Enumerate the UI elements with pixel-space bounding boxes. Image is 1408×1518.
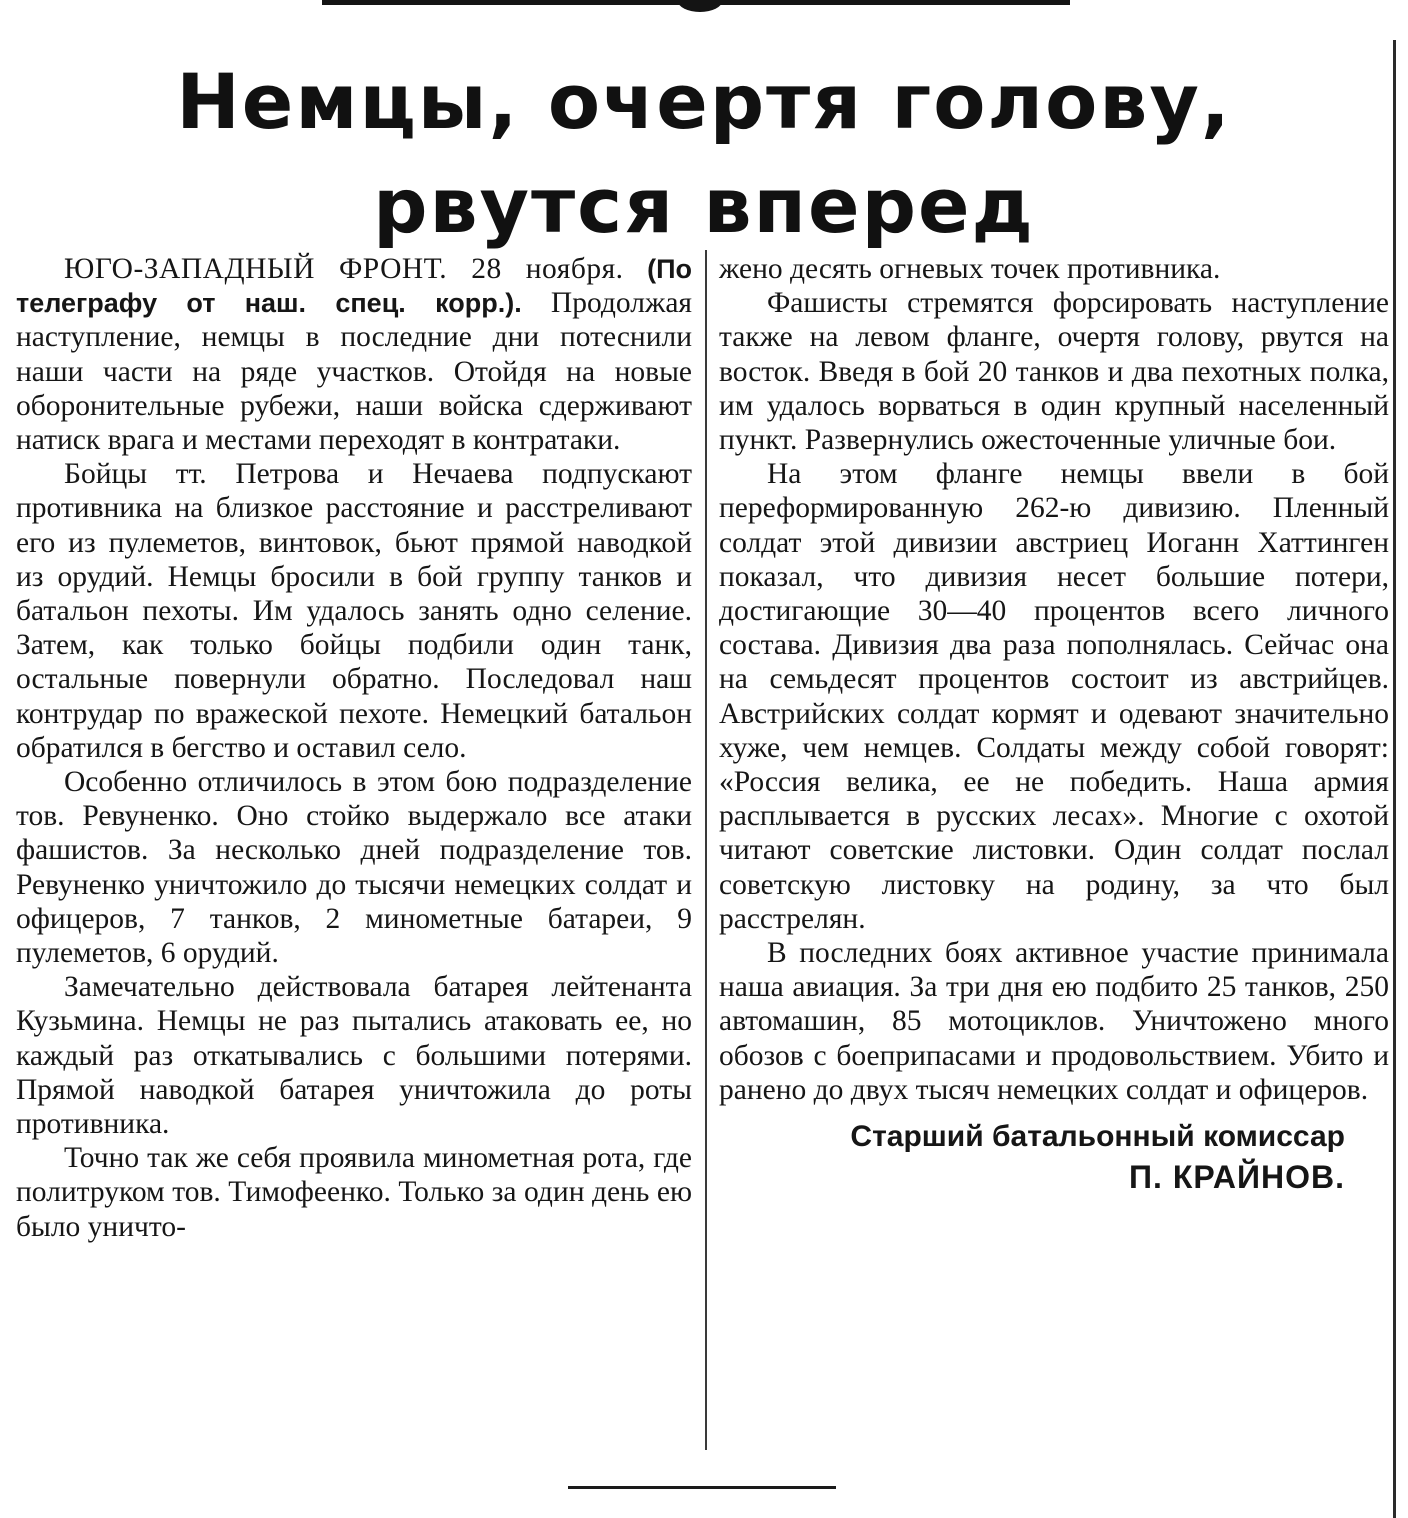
article-column-right xyxy=(719,252,1389,1197)
top-ornament xyxy=(678,0,722,12)
dateline: ЮГО-ЗАПАДНЫЙ ФРОНТ. 28 ноября. xyxy=(64,253,624,285)
page-edge-rule xyxy=(1393,40,1396,1518)
source-note: (По телеграфу от наш. спец. корр.). xyxy=(16,254,692,319)
article-headline xyxy=(0,50,1408,258)
article-paragraph-5: Точно так же себя проявила минометная рота, где политруком тов. Тимофеенко. Только за один день ею было уничто- xyxy=(16,1142,692,1243)
column-divider xyxy=(705,250,707,1450)
paragraph-1-text: Продолжая наступление, немцы в последние дни потеснили наши части на ряде участков. Отойдя на новые оборонительные рубежи, наши войска сдерживают натиск врага и местами переходят в контратаки. xyxy=(16,287,692,457)
article-paragraph-1 xyxy=(16,252,692,457)
article-paragraph-2: Бойцы тт. Петрова и Нечаева подпускают противника на близкое расстояние и расстреливают его из пулеметов, винтовок, бьют прямой наводкой из орудий. Немцы бросили в бой группу танков и батальон пехоты. Им удалось занять одно селение. Затем, как только бойцы подбили один танк, остальные повернули обратно. Последовал наш контрудар по вражеской пехоте. Немецкий батальон обратился в бегство и оставил село. xyxy=(16,458,692,764)
article-paragraph-3: Особенно отличилось в этом бою подразделение тов. Ревуненко. Оно стойко выдержало все атаки фашистов. За несколько дней подразделение тов. Ревуненко уничтожило до тысячи немецких солдат и офицеров, 7 танков, 2 минометные батареи, 9 пулеметов, 6 орудий. xyxy=(16,766,692,970)
article-column-left xyxy=(16,252,692,1244)
headline-line-1: Немцы, очертя голову, xyxy=(176,57,1232,146)
author-rank: Старший батальонный комиссар xyxy=(850,1120,1345,1154)
article-paragraph-6: Фашисты стремятся форсировать наступление также на левом фланге, очертя голову, рвутся на восток. Введя в бой 20 танков и два пехотных полка, им удалось ворваться в один крупный населенный пункт. Развернулись ожесточенные уличные бои. xyxy=(719,287,1389,457)
bottom-rule xyxy=(568,1486,836,1489)
article-paragraph-8: В последних боях активное участие принимала наша авиация. За три дня ею подбито 25 танков, 250 автомашин, 85 мотоциклов. Уничтожено много обозов с боеприпасами и продовольствием. Убито и ранено до двух тысяч немецких солдат и офицеров. xyxy=(719,937,1389,1106)
article-paragraph-4: Замечательно действовала батарея лейтенанта Кузьмина. Немцы не раз пытались атаковать ее, но каждый раз откатывались с большими потерями. Прямой наводкой батарея уничтожила до роты противника. xyxy=(16,971,692,1141)
article-paragraph-7: На этом фланге немцы ввели в бой переформированную 262-ю дивизию. Пленный солдат этой дивизии австриец Иоганн Хаттинген показал, что дивизия несет большие потери, достигающие 30—40 процентов всего личного состава. Дивизия два раза пополнялась. Сейчас она на семьдесят процентов состоит из австрийцев. Австрийских солдат кормят и одевают значительно хуже, чем немцев. Солдаты между собой говорят: «Россия велика, ее не победить. Наша армия расплывается в русских лесах». Многие с охотой читают советские листовки. Один солдат послал советскую листовку на родину, за что был расстрелян. xyxy=(719,458,1389,935)
article-paragraph-5-continued: жено десять огневых точек противника. xyxy=(719,253,1221,285)
author-name: П. КРАЙНОВ. xyxy=(1129,1159,1345,1196)
author-signature xyxy=(719,1117,1389,1197)
headline-line-2: рвутся вперед xyxy=(373,161,1035,250)
